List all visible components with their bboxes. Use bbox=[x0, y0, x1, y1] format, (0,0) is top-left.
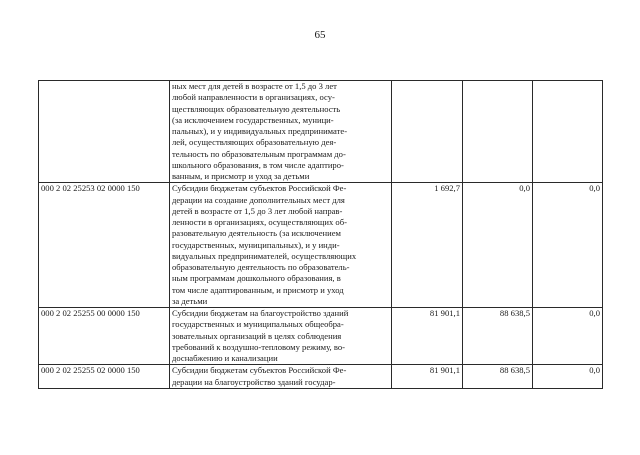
description-line: пальных), и у индивидуальных предпринимате- bbox=[172, 126, 348, 136]
row-value-v2: 0,0 bbox=[463, 183, 533, 308]
row-description bbox=[170, 365, 392, 389]
description-line: доснабжению и канализации bbox=[172, 353, 278, 363]
description-line: разовательную деятельность (за исключением bbox=[172, 228, 341, 239]
description-line: требований к воздушно-тепловому режиму, во- bbox=[172, 341, 345, 352]
row-value-v1: 1 692,7 bbox=[392, 183, 463, 308]
row-value-v1: 81 901,1 bbox=[392, 365, 463, 389]
description-line: ным программам дошкольного образования, в bbox=[172, 273, 341, 284]
description-line: тельность по образовательным программам до- bbox=[172, 148, 346, 159]
description-line: дерации на благоустройство зданий государ- bbox=[172, 376, 336, 387]
row-code: 000 2 02 25255 00 0000 150 bbox=[39, 308, 170, 365]
row-description bbox=[170, 81, 392, 183]
row-value-v1: 81 901,1 bbox=[392, 308, 463, 365]
description-line: ных мест для детей в возрасте от 1,5 до 3 лет bbox=[172, 81, 337, 91]
description-line: государственных и муниципальных общеобра- bbox=[172, 319, 344, 330]
row-value-v2: 88 638,5 bbox=[463, 308, 533, 365]
description-line: государственных, муниципальных), и у инди- bbox=[172, 239, 340, 250]
table-row bbox=[39, 308, 603, 365]
table-row bbox=[39, 183, 603, 308]
description-line: образовательную деятельность по образователь- bbox=[172, 262, 350, 272]
row-value-v3: 0,0 bbox=[533, 365, 603, 389]
row-value-v1 bbox=[392, 81, 463, 183]
description-line: видуальных предпринимателей, осуществляющих bbox=[172, 250, 357, 261]
description-line: Субсидии бюджетам на благоустройство зданий bbox=[172, 308, 349, 318]
description-line: лей, осуществляющих образовательную дея- bbox=[172, 137, 337, 148]
description-line: школьного образования, в том числе адаптиро- bbox=[172, 159, 344, 170]
description-line: ществляющих образовательную деятельность bbox=[172, 103, 341, 114]
row-value-v3: 0,0 bbox=[533, 183, 603, 308]
table-row bbox=[39, 365, 603, 389]
description-line: ванным, и присмотр и уход за детьми bbox=[172, 171, 310, 181]
page-number: 65 bbox=[314, 29, 326, 41]
row-code: 000 2 02 25255 02 0000 150 bbox=[39, 365, 170, 389]
table-row bbox=[39, 81, 603, 183]
description-line: дерации на создание дополнительных мест для bbox=[172, 194, 345, 205]
description-line: зовательных организаций в целях соблюдения bbox=[172, 330, 342, 341]
budget-table bbox=[38, 80, 603, 389]
row-description bbox=[170, 308, 392, 365]
description-line: том числе адаптированным, и присмотр и уход bbox=[172, 284, 344, 295]
row-description bbox=[170, 183, 392, 308]
row-code bbox=[39, 81, 170, 183]
row-code: 000 2 02 25253 02 0000 150 bbox=[39, 183, 170, 308]
description-line: (за исключением государственных, муници- bbox=[172, 114, 334, 125]
row-value-v3: 0,0 bbox=[533, 308, 603, 365]
description-line: любой направленности в организациях, осу- bbox=[172, 92, 335, 103]
description-line: Субсидии бюджетам субъектов Российской Фе- bbox=[172, 183, 347, 194]
description-line: детей в возрасте от 1,5 до 3 лет любой направ- bbox=[172, 205, 343, 216]
row-value-v3 bbox=[533, 81, 603, 183]
description-line: Субсидии бюджетам субъектов Российской Фе- bbox=[172, 365, 347, 376]
description-line: за детьми bbox=[172, 295, 208, 306]
description-line: ленности в организациях, осуществляющих об- bbox=[172, 217, 347, 227]
row-value-v2 bbox=[463, 81, 533, 183]
row-value-v2: 88 638,5 bbox=[463, 365, 533, 389]
